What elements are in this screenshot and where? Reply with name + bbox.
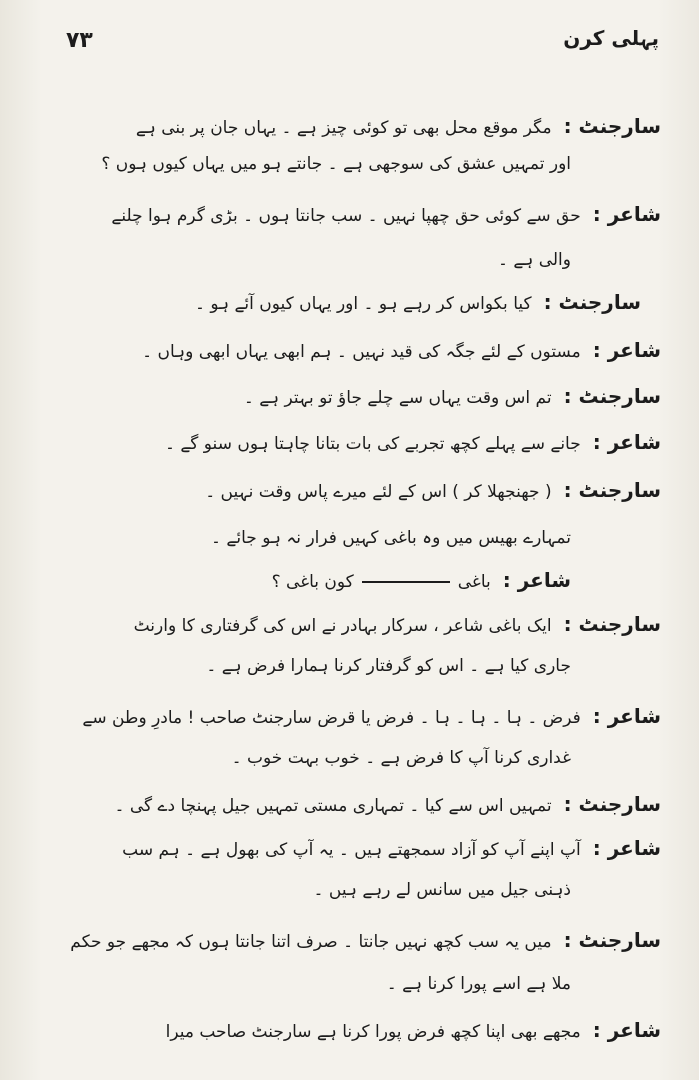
speaker-label: شاعر : [592, 338, 661, 362]
speaker-label: سارجنٹ : [543, 290, 641, 314]
line-text: ( جھنجھلا کر ) اس کے لئے میرے پاس وقت نہیں ۔ [205, 482, 552, 502]
line-text: فرض ۔ ہا ۔ ہا ۔ ہا ۔ فرض یا قرض سارجنٹ صاحب ! مادرِ وطن سے [82, 708, 581, 728]
dialogue-line [134, 610, 661, 640]
line-text: ذہنی جیل میں سانس لے رہے ہیں ۔ [313, 880, 571, 900]
speaker-label: سارجنٹ : [563, 792, 661, 816]
line-text: حق سے کوئی حق چھپا نہیں ۔ سب جانتا ہوں ۔ بڑی گرم ہوا چلنے [111, 206, 581, 226]
line-text: ایک باغی شاعر ، سرکار بہادر نے اس کی گرفتاری کا وارنٹ [133, 616, 552, 636]
speaker-label: سارجنٹ : [563, 114, 661, 138]
speaker-label: سارجنٹ : [563, 928, 661, 952]
line-text: باغی [457, 572, 491, 592]
line-text: آپ اپنے آپ کو آزاد سمجھتے ہیں ۔ یہ آپ کی بھول ہے ۔ ہم سب [122, 840, 581, 860]
speaker-label: شاعر : [592, 1018, 661, 1042]
dialogue-line [314, 876, 571, 904]
line-text: والی ہے ۔ [498, 250, 571, 270]
dialogue-line [498, 246, 571, 274]
line-text: تم اس وقت یہاں سے چلے جاؤ تو بہتر ہے ۔ [243, 388, 552, 408]
dialogue-line [244, 382, 661, 412]
line-text: مگر موقع محل بھی تو کوئی چیز ہے ۔ یہاں جان پر بنی ہے [135, 118, 552, 138]
speaker-label: سارجنٹ : [563, 384, 661, 408]
dash-blank [362, 581, 450, 583]
dialogue-line [232, 744, 571, 772]
speaker-label: شاعر : [502, 568, 571, 592]
line-text: تمہیں اس سے کیا ۔ تمہاری مستی تمہیں جیل پہنچا دے گی ۔ [114, 796, 552, 816]
dialogue-line [211, 524, 571, 552]
line-text: تمہارے بھیس میں وہ باغی کہیں فرار نہ ہو جائے ۔ [211, 528, 571, 548]
line-text: ملا ہے اسے پورا کرنا ہے ۔ [386, 974, 571, 994]
dialogue-line [70, 926, 661, 956]
line-text: کیا بکواس کر رہے ہو ۔ اور یہاں کیوں آئے ہو ۔ [194, 294, 532, 314]
line-text: میں یہ سب کچھ نہیں جانتا ۔ صرف اتنا جانتا ہوں کہ مجھے جو حکم [70, 932, 552, 952]
line-text: مجھے بھی اپنا کچھ فرض پورا کرنا ہے سارجنٹ صاحب میرا [165, 1022, 581, 1042]
dialogue-line [142, 336, 661, 366]
dialogue-line [387, 970, 571, 998]
dialogue-line [101, 150, 571, 178]
dialogue-line [206, 652, 571, 680]
line-text: جانے سے پہلے کچھ تجربے کی بات بتانا چاہتا ہوں سنو گے ۔ [164, 434, 581, 454]
dialogue-line [195, 288, 641, 318]
line-text: جاری کیا ہے ۔ اس کو گرفتار کرنا ہمارا فرض ہے ۔ [206, 656, 571, 676]
speaker-label: سارجنٹ : [563, 478, 661, 502]
dialogue-line [122, 834, 661, 864]
dialogue-line [82, 702, 661, 732]
dialogue-line [205, 476, 661, 506]
speaker-label: شاعر : [592, 704, 661, 728]
running-head: پہلی کرن [563, 26, 659, 50]
line-text: کون باغی ؟ [271, 572, 354, 592]
dialogue-line [166, 1016, 661, 1046]
speaker-label: شاعر : [592, 836, 661, 860]
page-number: ۷۳ [66, 28, 93, 53]
speaker-label: سارجنٹ : [563, 612, 661, 636]
speaker-label: شاعر : [592, 430, 661, 454]
dialogue-line [165, 428, 661, 458]
line-text: اور تمہیں عشق کی سوجھی ہے ۔ جانتے ہو میں یہاں کیوں ہوں ؟ [101, 154, 571, 174]
dialogue-line [114, 790, 661, 820]
dialogue-line [136, 112, 661, 142]
speaker-label: شاعر : [592, 202, 661, 226]
line-text: غداری کرنا آپ کا فرض ہے ۔ خوب بہت خوب ۔ [231, 748, 571, 768]
line-text: مستوں کے لئے جگہ کی قید نہیں ۔ ہم ابھی یہاں ابھی وہاں ۔ [142, 342, 581, 362]
dialogue-line [272, 566, 571, 596]
dialogue-line [111, 200, 661, 230]
